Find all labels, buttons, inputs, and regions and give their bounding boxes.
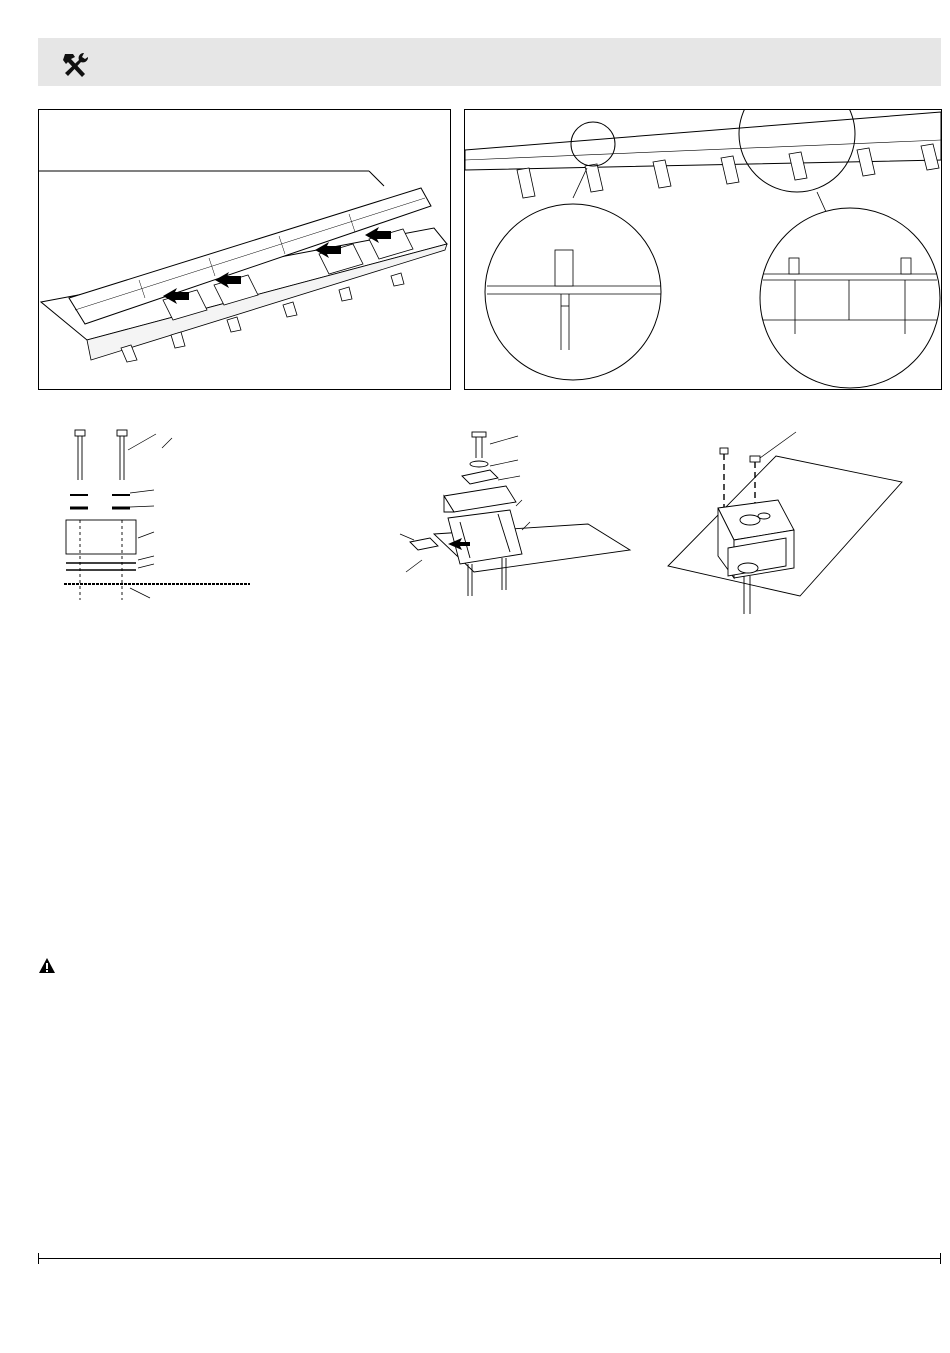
roof-detail-panel <box>464 109 942 390</box>
roof-overview-drawing <box>39 110 450 389</box>
magnifier-callout-icon <box>465 110 941 389</box>
tools-icon <box>60 50 90 80</box>
footer-rule-right-tick <box>940 1253 941 1264</box>
installed-assembly-icon <box>666 428 906 620</box>
footer-rule-left-tick <box>38 1253 39 1264</box>
exploded-assembly-icon <box>398 424 634 600</box>
section-header-bar <box>38 38 941 86</box>
roof-overview-panel <box>38 109 451 390</box>
exploded-section-icon <box>60 420 260 610</box>
warning-triangle-icon <box>38 957 56 974</box>
footer-rule <box>38 1258 941 1259</box>
